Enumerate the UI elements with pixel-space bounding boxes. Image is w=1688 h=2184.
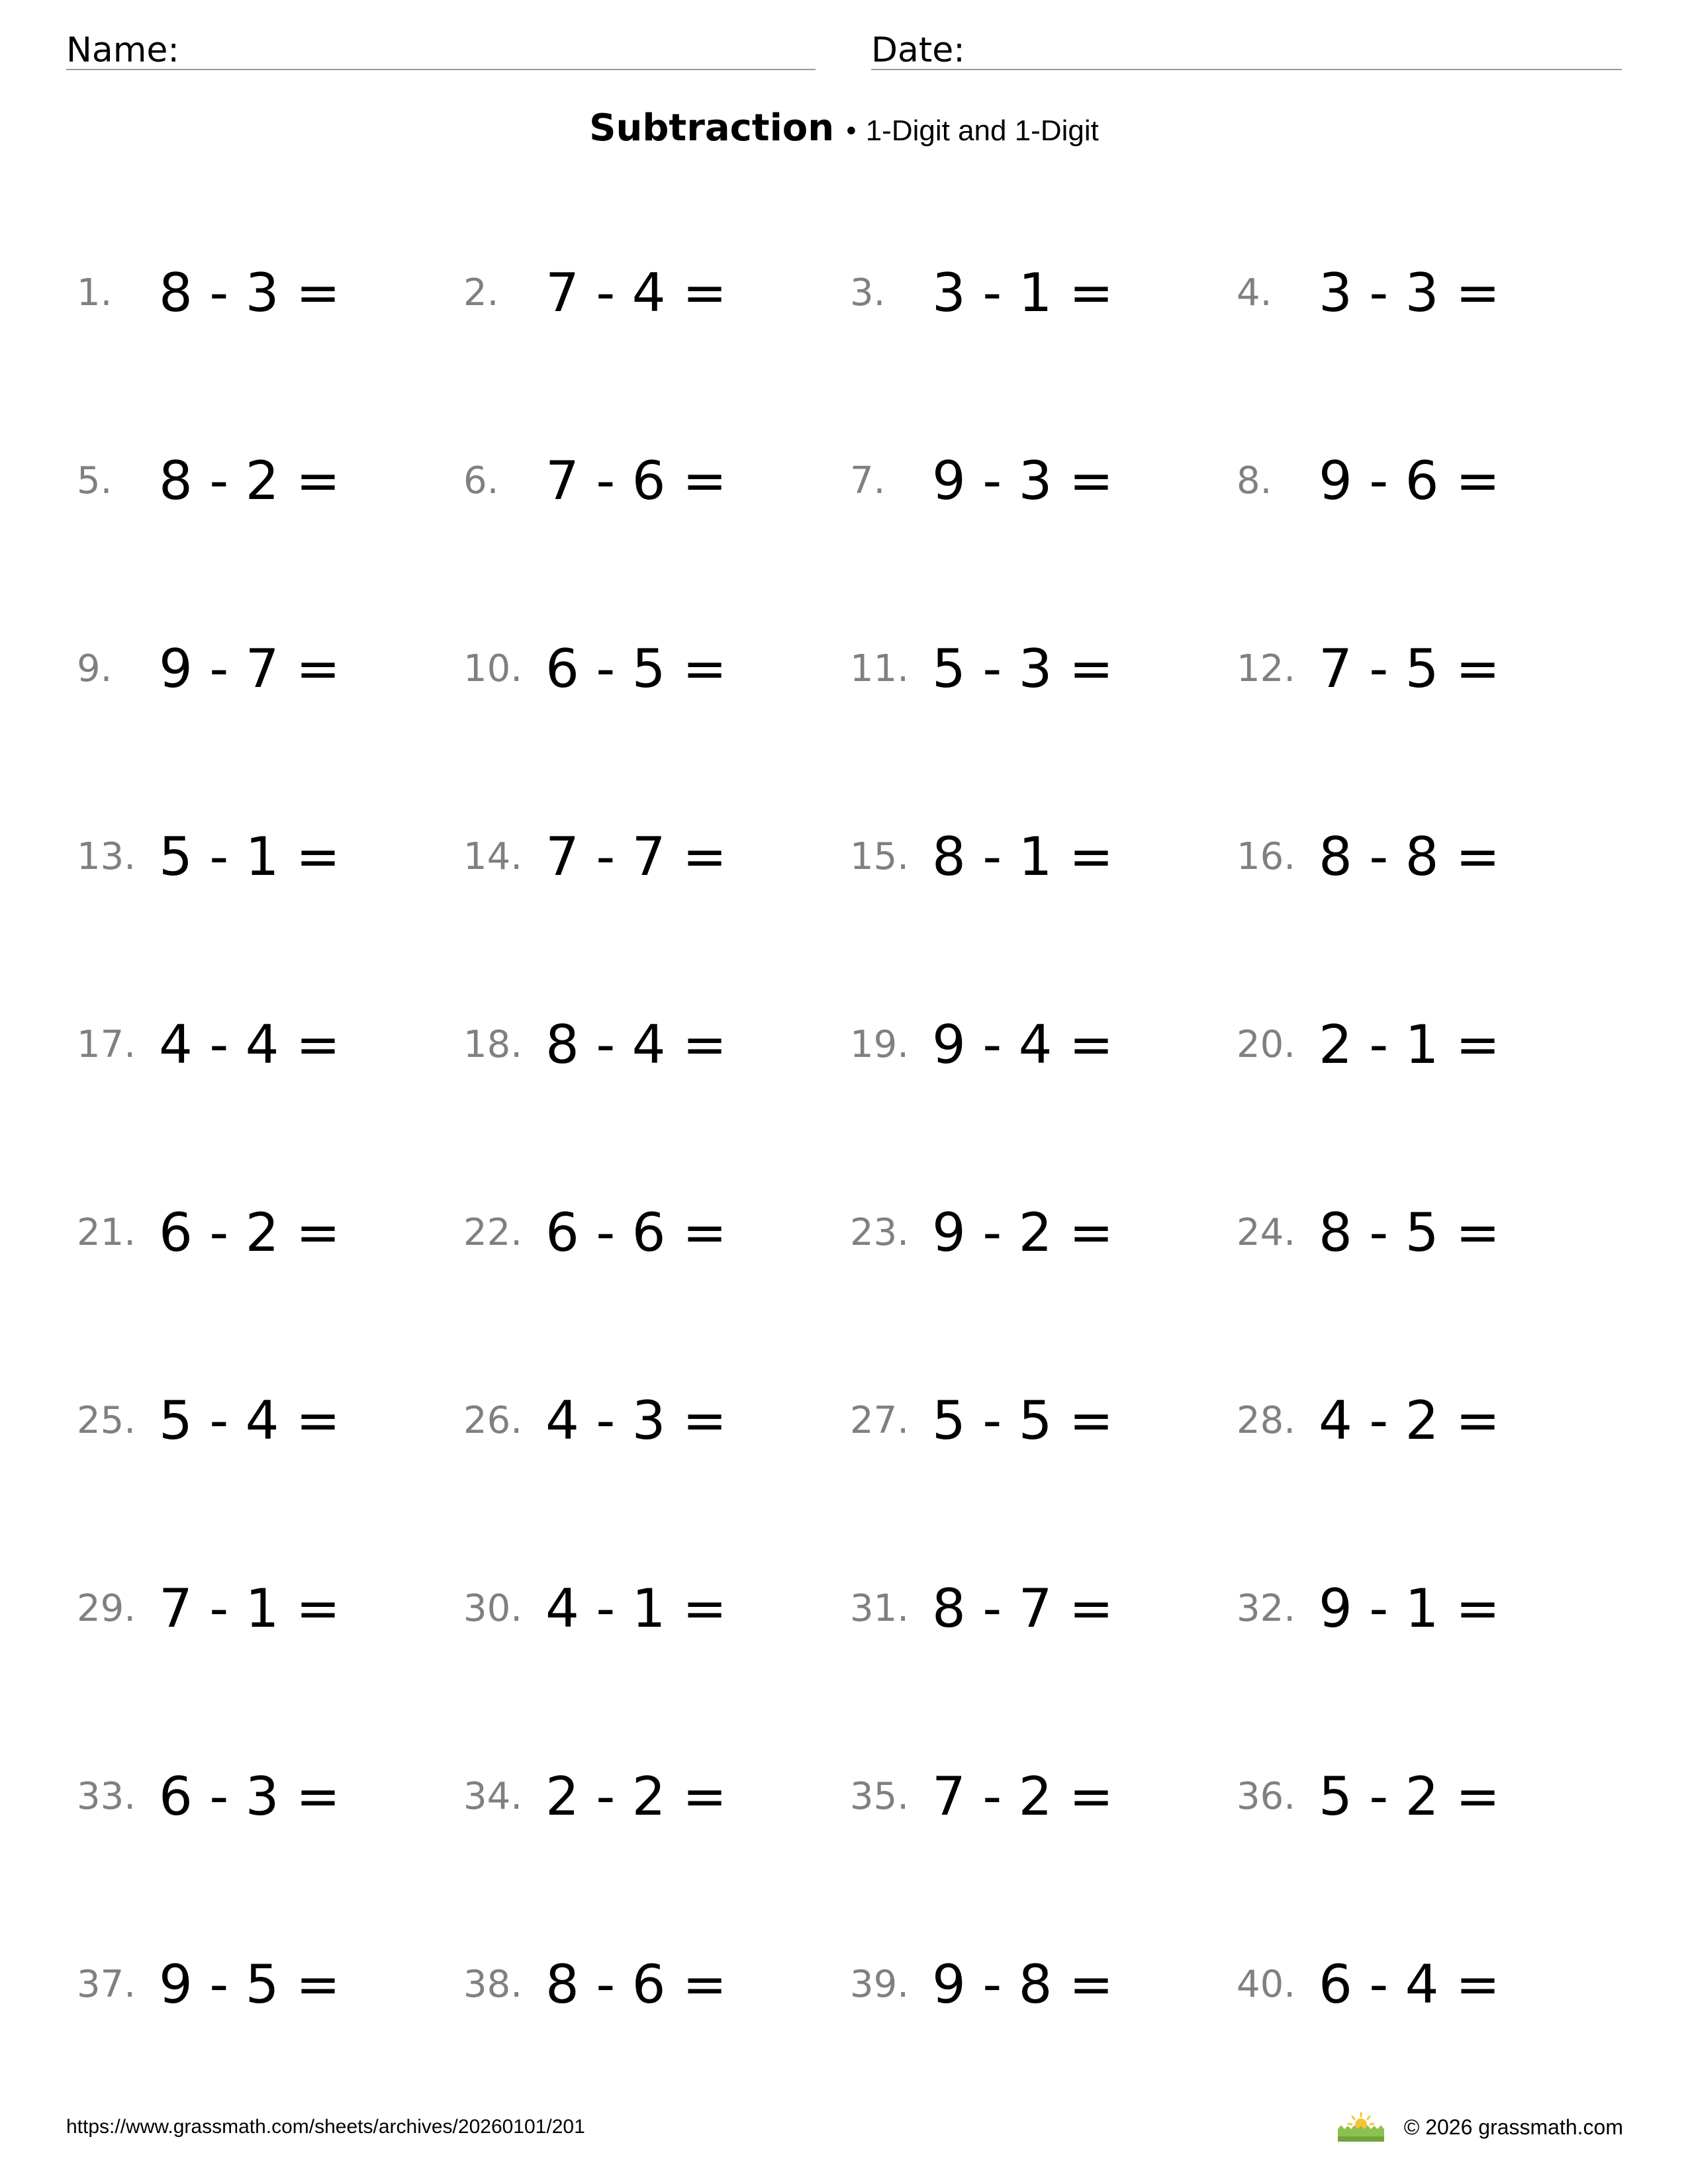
problem-item — [77, 635, 340, 702]
problem-number: 3. — [850, 271, 886, 314]
problem-expression: 7 - 2 = — [932, 1765, 1113, 1827]
problem-item — [77, 447, 340, 514]
problem-item — [1237, 1199, 1500, 1265]
problem-expression: 8 - 8 = — [1319, 825, 1500, 887]
problem-expression: 9 - 4 = — [932, 1013, 1113, 1075]
problem-item — [463, 823, 727, 889]
problem-expression: 9 - 3 = — [932, 449, 1113, 512]
problem-expression: 9 - 5 = — [159, 1953, 340, 2015]
problem-expression: 4 - 4 = — [159, 1013, 340, 1075]
problem-expression: 6 - 2 = — [159, 1201, 340, 1263]
problem-item — [77, 1763, 340, 1829]
problem-number: 32. — [1237, 1586, 1296, 1630]
problem-number: 18. — [463, 1023, 523, 1066]
problem-number: 1. — [77, 271, 113, 314]
problem-item — [850, 1951, 1113, 2017]
problem-item — [1237, 1387, 1500, 1453]
problem-item — [463, 635, 727, 702]
problem-number: 33. — [77, 1774, 136, 1818]
problem-item — [1237, 447, 1500, 514]
problem-expression: 6 - 5 = — [545, 637, 727, 700]
problem-expression: 9 - 2 = — [932, 1201, 1113, 1263]
problem-expression: 8 - 4 = — [545, 1013, 727, 1075]
problem-number: 39. — [850, 1962, 910, 2006]
problem-item — [850, 1387, 1113, 1453]
title-separator: • — [843, 116, 859, 147]
problem-expression: 8 - 1 = — [932, 825, 1113, 887]
footer-url: https://www.grassmath.com/sheets/archives/20260101/201 — [66, 2116, 585, 2138]
problem-number: 9. — [77, 647, 113, 690]
problem-expression: 3 - 3 = — [1319, 261, 1500, 324]
problem-item — [463, 1951, 727, 2017]
problem-expression: 5 - 3 = — [932, 637, 1113, 700]
problem-item — [463, 259, 727, 326]
problem-expression: 8 - 3 = — [159, 261, 340, 324]
problem-expression: 6 - 3 = — [159, 1765, 340, 1827]
footer-brand — [1336, 2107, 1623, 2147]
problem-expression: 5 - 4 = — [159, 1389, 340, 1451]
problem-number: 10. — [463, 647, 523, 690]
problem-number: 27. — [850, 1398, 910, 1442]
problem-number: 17. — [77, 1023, 136, 1066]
problem-expression: 5 - 5 = — [932, 1389, 1113, 1451]
problem-number: 26. — [463, 1398, 523, 1442]
problem-item — [77, 1575, 340, 1641]
problem-number: 14. — [463, 835, 523, 878]
problem-item — [1237, 1763, 1500, 1829]
problem-expression: 9 - 7 = — [159, 637, 340, 700]
problem-expression: 8 - 7 = — [932, 1577, 1113, 1639]
problem-number: 16. — [1237, 835, 1296, 878]
problem-number: 6. — [463, 459, 499, 502]
problem-item — [463, 1011, 727, 1077]
problem-item — [463, 447, 727, 514]
problem-number: 29. — [77, 1586, 136, 1630]
problem-number: 30. — [463, 1586, 523, 1630]
problem-number: 24. — [1237, 1210, 1296, 1254]
problem-number: 31. — [850, 1586, 910, 1630]
problem-number: 15. — [850, 835, 910, 878]
problem-item — [77, 1951, 340, 2017]
problem-item — [850, 259, 1113, 326]
grass-sun-logo-icon — [1336, 2111, 1385, 2143]
footer-copyright: © 2026 grassmath.com — [1403, 2115, 1623, 2139]
problem-item — [77, 1387, 340, 1453]
title-subtitle: 1-Digit and 1-Digit — [865, 114, 1099, 147]
date-label: Date: — [871, 30, 965, 70]
problem-number: 20. — [1237, 1023, 1296, 1066]
problem-number: 23. — [850, 1210, 910, 1254]
problem-expression: 7 - 4 = — [545, 261, 727, 324]
problem-expression: 9 - 6 = — [1319, 449, 1500, 512]
problem-expression: 9 - 1 = — [1319, 1577, 1500, 1639]
problem-expression: 2 - 1 = — [1319, 1013, 1500, 1075]
problem-number: 2. — [463, 271, 499, 314]
problem-item — [850, 1763, 1113, 1829]
problem-item — [1237, 1951, 1500, 2017]
problem-number: 35. — [850, 1774, 910, 1818]
problem-item — [850, 635, 1113, 702]
problem-expression: 8 - 2 = — [159, 449, 340, 512]
problem-number: 28. — [1237, 1398, 1296, 1442]
problem-expression: 7 - 5 = — [1319, 637, 1500, 700]
problem-expression: 8 - 6 = — [545, 1953, 727, 2015]
problem-expression: 7 - 1 = — [159, 1577, 340, 1639]
problem-item — [850, 1575, 1113, 1641]
problem-number: 34. — [463, 1774, 523, 1818]
problem-expression: 4 - 3 = — [545, 1389, 727, 1451]
problem-expression: 2 - 2 = — [545, 1765, 727, 1827]
problem-item — [77, 823, 340, 889]
problem-item — [850, 823, 1113, 889]
problem-number: 12. — [1237, 647, 1296, 690]
problem-number: 36. — [1237, 1774, 1296, 1818]
problem-number: 4. — [1237, 271, 1272, 314]
problem-number: 22. — [463, 1210, 523, 1254]
problem-expression: 6 - 6 = — [545, 1201, 727, 1263]
problem-item — [1237, 1011, 1500, 1077]
problem-number: 11. — [850, 647, 910, 690]
problem-expression: 5 - 2 = — [1319, 1765, 1500, 1827]
name-label: Name: — [66, 30, 179, 70]
problem-expression: 7 - 6 = — [545, 449, 727, 512]
problem-item — [463, 1575, 727, 1641]
problem-number: 38. — [463, 1962, 523, 2006]
problem-item — [463, 1387, 727, 1453]
problem-item — [463, 1199, 727, 1265]
problem-number: 40. — [1237, 1962, 1296, 2006]
problem-expression: 8 - 5 = — [1319, 1201, 1500, 1263]
problem-expression: 4 - 2 = — [1319, 1389, 1500, 1451]
problem-number: 13. — [77, 835, 136, 878]
problem-item — [463, 1763, 727, 1829]
problem-expression: 4 - 1 = — [545, 1577, 727, 1639]
problem-number: 7. — [850, 459, 886, 502]
problem-expression: 6 - 4 = — [1319, 1953, 1500, 2015]
problem-item — [1237, 823, 1500, 889]
problem-item — [77, 259, 340, 326]
problem-item — [77, 1011, 340, 1077]
problem-expression: 5 - 1 = — [159, 825, 340, 887]
problem-number: 21. — [77, 1210, 136, 1254]
problem-number: 25. — [77, 1398, 136, 1442]
problem-expression: 9 - 8 = — [932, 1953, 1113, 2015]
problem-expression: 3 - 1 = — [932, 261, 1113, 324]
problem-item — [850, 1199, 1113, 1265]
problem-item — [1237, 1575, 1500, 1641]
problem-number: 5. — [77, 459, 113, 502]
title-main: Subtraction — [589, 107, 835, 150]
problem-item — [1237, 259, 1500, 326]
problem-item — [850, 1011, 1113, 1077]
problem-item — [77, 1199, 340, 1265]
problem-item — [850, 447, 1113, 514]
problem-expression: 7 - 7 = — [545, 825, 727, 887]
problem-item — [1237, 635, 1500, 702]
problem-number: 8. — [1237, 459, 1272, 502]
problem-number: 19. — [850, 1023, 910, 1066]
problem-number: 37. — [77, 1962, 136, 2006]
